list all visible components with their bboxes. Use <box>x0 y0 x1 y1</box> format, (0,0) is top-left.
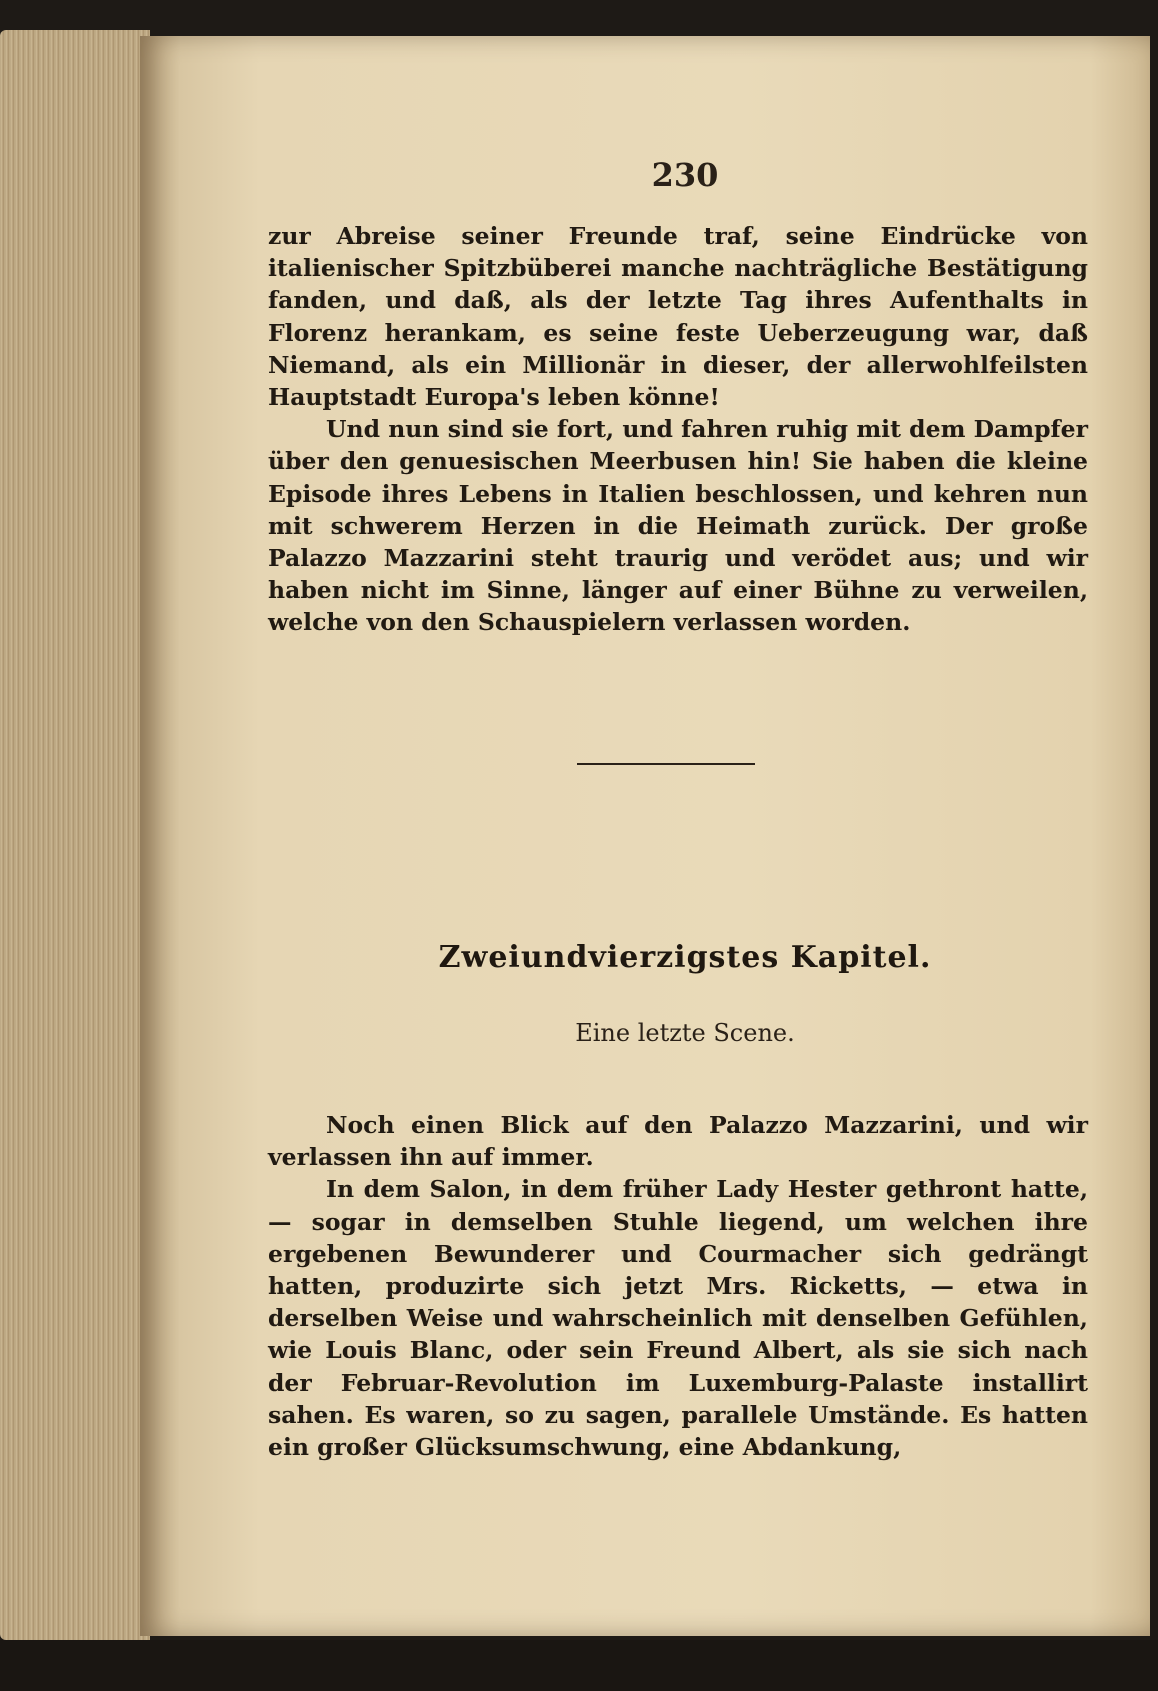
section-title: Eine letzte Scene. <box>575 1019 795 1047</box>
section-divider <box>577 763 755 765</box>
text-block-top <box>268 220 1088 639</box>
page-edges <box>0 30 150 1640</box>
text-block-bottom <box>268 1109 1088 1463</box>
paragraph: In dem Salon, in dem früher Lady Hester gethront hatte, — sogar in demselben Stuhle liegend, um welchen ihre ergebenen Bewunderer und Courmacher sich gedrängt hatten, produzirte sich jetzt Mrs. Ricketts, — etwa in derselben Weise und wahrscheinlich mit denselben Gefühlen, wie Louis Blanc, oder sein Freund Albert, als sie sich nach der Februar-Revolution im Luxemburg-Palaste installirt sahen. Es waren, so zu sagen, parallele Umstände. Es hatten ein großer Glücksumschwung, eine Abdankung, <box>268 1175 1088 1462</box>
paragraph: Noch einen Blick auf den Palazzo Mazzarini, und wir verlassen ihn auf immer. <box>268 1111 1088 1172</box>
book-page <box>140 36 1150 1636</box>
paragraph: Und nun sind sie fort, und fahren ruhig mit dem Dampfer über den genuesischen Meerbusen hin! Sie haben die kleine Episode ihres Lebens in Italien beschlossen, und kehren nun mit schwerem Herzen in die Heimath zurück. Der große Palazzo Mazzarini steht traurig und verödet aus; und wir haben nicht im Sinne, länger auf einer Bühne zu verweilen, welche von den Schauspielern verlassen worden. <box>268 415 1088 637</box>
chapter-title: Zweiundvierzigstes Kapitel. <box>438 940 932 975</box>
page-number: 230 <box>651 156 719 194</box>
background-margin <box>0 1640 1158 1691</box>
paragraph: zur Abreise seiner Freunde traf, seine Eindrücke von italienischer Spitzbüberei manche nachträgliche Bestätigung fanden, und daß, als der letzte Tag ihres Aufenthalts in Florenz herankam, es seine feste Ueberzeugung war, daß Niemand, als ein Millionär in dieser, der allerwohlfeilsten Hauptstadt Europa's leben könne! <box>268 222 1088 412</box>
